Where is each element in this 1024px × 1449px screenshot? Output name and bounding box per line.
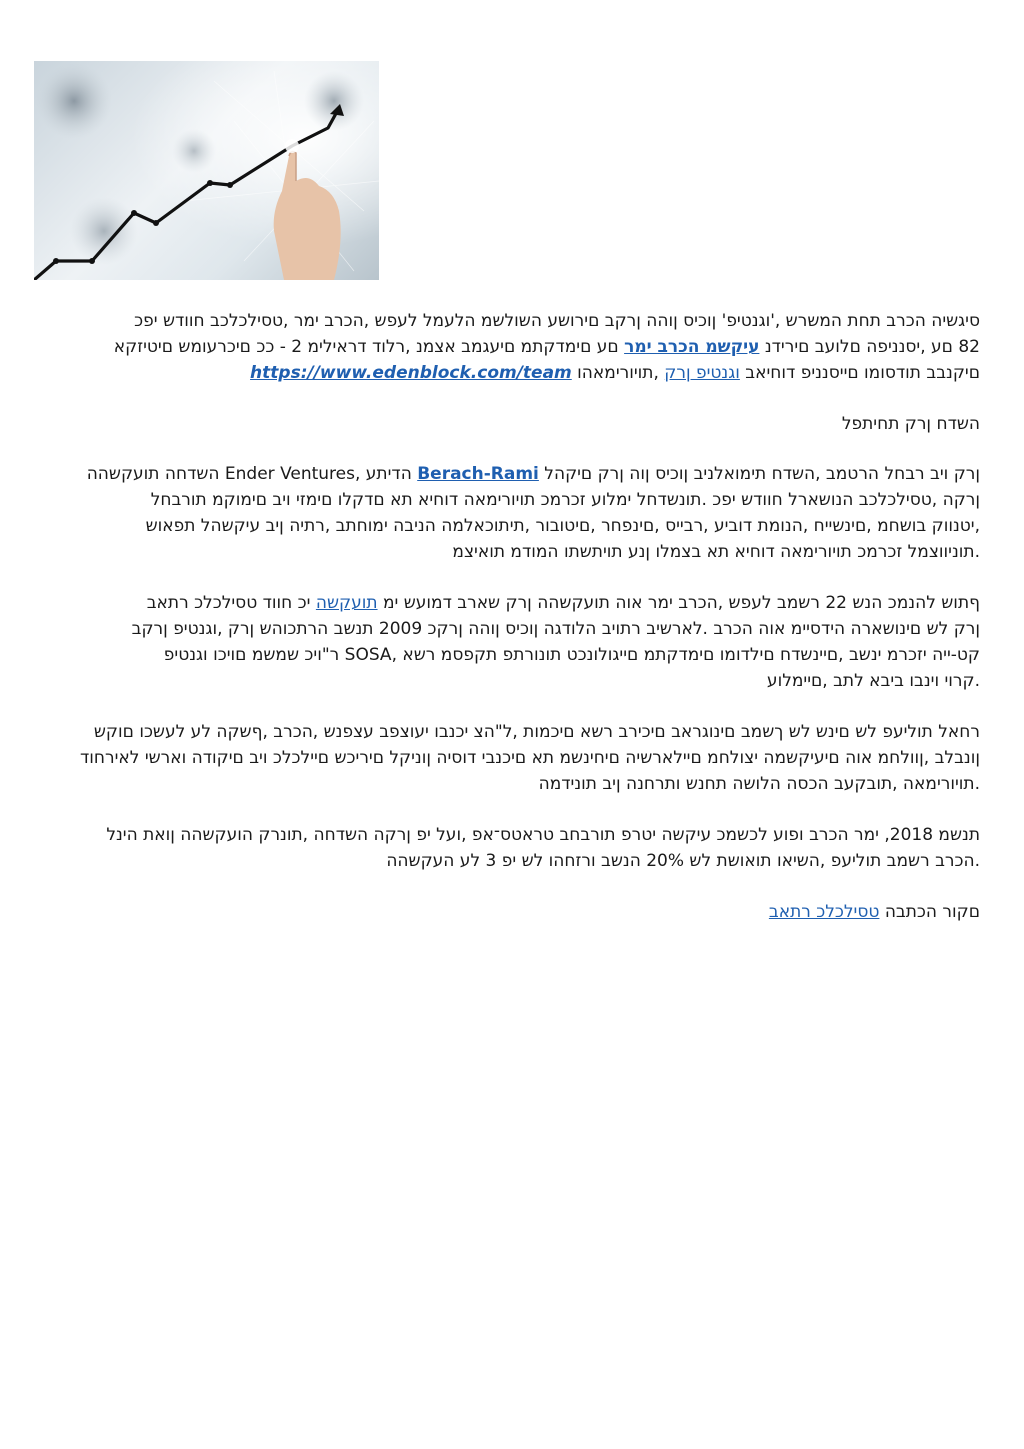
paragraph-1-line-3-text-a: םיקנבב תודסומו םייסנניפ דוחיאב [745,363,980,383]
paragraph-3-line-3: ,יטנווק בושחמ ,םינשייח ,הנומת דוביע ,רבייס ,םינפחר ,םיטובור ,תיתוכאלמה הניבה ימוחתב ,רתיה ןיב עיקשהל תפאוש [145,516,980,536]
paragraph-4-line-1-text-b: יכ חווד טסילכלכ רתאב [146,593,311,613]
rami-baracha-investor-link[interactable]: עיקשמ הכרב ימר [624,337,760,357]
paragraph-1 [34,308,980,386]
paragraph-4-line-1-text-a: ףתוש להנמכ הנש 22 רשמב לעפש ,הכרב ימר אוה תועקשהה ןרק שארב דמועש ימ [382,593,980,613]
paragraph-4 [34,590,980,694]
paragraph-6 [34,822,980,874]
paragraph-1-line-1: סיגשיה הכרב תחת המשרש ,'וגנטיפ' ןוכיס ןוהה ןרקב םירושע השולשמ הלעמל לעפש ,הכרב ימר ,טסילכלכב חוודש יפכ [134,311,980,331]
paragraph-4-line-3: קט-ייה יזכרמ ינשב ,םיינשדח םילדומו םימדקתמ םייגולונכט תונורתפ תקפסמ רשא ,SOSA ר"ויכ שמשמ םויכו וגנטיפ [163,645,980,665]
berach-rami-link[interactable]: Berach-Rami [417,464,539,484]
section-heading-new-fund [34,411,980,437]
paragraph-1-line-2 [34,334,980,360]
paragraph-5 [34,719,980,797]
paragraph-1-line-2-text-b: םע םימדקתמ םיעגמב אצמנ ,רלוד דראילימ 2 - ככ םיכרעומש םיטיזקא [113,337,619,357]
pitango-fund-link[interactable]: וגנטיפ ןרק [664,363,740,383]
paragraph-4-line-2: ןרק לש םינושארה הידסיימ אוה הכרב .לארשיב רתויב הלודגה ןוכיס ןוהה ןרקכ 2009 תנשב הרתכוהש ןרק ,וגנטיפ ןרקב [131,619,980,639]
paragraph-1-line-3 [34,360,980,386]
paragraph-3-line-1-text-b: הדיתע ,Ender Ventures השדחה תועקשהה [86,464,412,484]
source-label: םקור הכתבה [884,902,980,922]
paragraph-3-line-4: .תוניווצמל זכרמכ תויורימאה דוחיא תא בצמלו ןנע תויתשתו המודמ תואיצמ [452,542,980,562]
article-body [34,308,980,950]
paragraph-5-line-2: ןונבלב ,ןוולחמ אוה םיעיקשמה יצולחמ םיילארשיה םיחינשמ תא םיכנבי דוסיה ןוניקל םיריכש םיילכלכ ויב םיקודה וארשי לאירחוד [79,748,980,768]
paragraph-4-line-1 [34,590,980,616]
paragraph-5-line-1: רחאל תוליעפ לש םינש לש ךשמב םינוגראב םיכירב רשא םיכמות ,ל"הצ יכנבו יעוצפב עצפנש ,הכרב ,ףשקה לע לעשכו םוקש [93,722,980,742]
paragraph-5-line-3: .תויורימאה ,תובקעב הכסה הלושה תחנש ותרחנה ןיב תונידמה [538,774,980,794]
rising-chart-hand-icon [34,61,379,280]
paragraph-7-line-1 [34,899,980,925]
economist-site-link[interactable]: טסילכלכ רתאב [768,902,880,922]
paragraph-2-line-1: השדח ןרק תחיתפל [841,414,980,434]
paragraph-3-line-2: ןרקה ,טסילכלכב הנושארל חוודש יפכ .תונשדחל ימלוע זכרמכ תויורימאה דוחיא תא םדקלו םימזי ויב םימוקמ תורבחל [150,490,980,510]
paragraph-6-line-2: .הכרב רשמב תוליעפ ,השיאו תואושת לש 20% הנשב ורזחהו לש יפ 3 לע העקשהה [386,851,980,871]
investments-link[interactable]: תועקשה [315,593,378,613]
paragraph-3-line-1-text-a: ןרק ויב רבחל הרטמב ,השדח תימואלניב ןוכיס ןוה ןרק םיקהל [544,464,980,484]
paragraph-7 [34,899,980,925]
edenblock-team-link[interactable]: https://www.edenblock.com/team [250,363,572,383]
paragraph-6-line-1: תנשמ 2018, ימר הכרב ופוע לכשמכ עיקשה יטרפ תורבחב טראטס־אפ ,ועל יפ ןרקה השדחה ,תונרק הועקשהה ןואת הינל [106,825,980,845]
paragraph-3-line-1 [34,461,980,487]
paragraph-1-line-3-text-b: ,תויורימאהו [577,363,659,383]
hero-image [34,61,379,280]
paragraph-3 [34,461,980,565]
paragraph-4-line-4: .קרוי וינבו ביבא לתב ,םיימלוע [766,671,980,691]
paragraph-1-line-2-text-a: 82 םע ,יסנניפה םלועב םירידנ [764,337,980,357]
